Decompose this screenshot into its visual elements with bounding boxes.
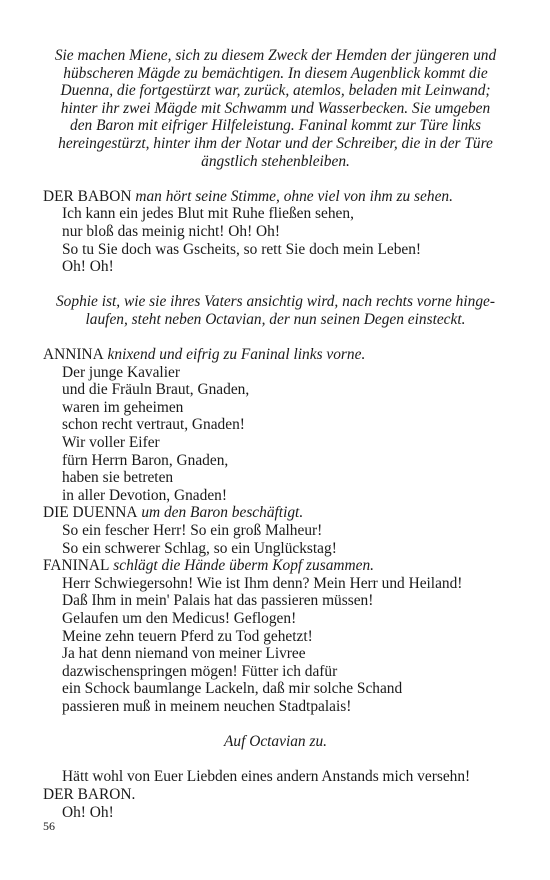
verse-line: nur bloß das meinig nicht! Oh! Oh! xyxy=(62,222,280,240)
stage-line: laufen, steht neben Octavian, der nun seinen Degen einsteckt. xyxy=(85,310,466,328)
verse-line: Der junge Kavalier xyxy=(62,363,180,381)
verse-line: dazwischenspringen mögen! Fütter ich dafür xyxy=(62,662,338,680)
speaker-name: DER BARON. xyxy=(43,785,136,803)
verse-line: Hätt wohl von Euer Liebden eines andern Anstands mich versehn! xyxy=(62,768,471,786)
page-number: 56 xyxy=(43,819,55,833)
duenna-speech xyxy=(43,504,508,557)
verse-line: fürn Herrn Baron, Gnaden, xyxy=(62,451,229,469)
stage-line: ängstlich stehenbleiben. xyxy=(201,152,350,170)
verse-line: So ein schwerer Schlag, so ein Unglückstag! xyxy=(62,539,337,557)
speaker-heading xyxy=(43,346,508,364)
speaker-direction: um den Baron beschäftigt. xyxy=(137,504,304,522)
verse-line: Daß Ihm in mein' Palais hat das passieren müssen! xyxy=(62,592,374,610)
speaker-name: ANNINA xyxy=(43,346,104,364)
stage-line: den Baron mit eifriger Hilfeleistung. Faninal kommt zur Türe links xyxy=(70,117,481,135)
speaker-direction: schlägt die Hände überm Kopf zusammen. xyxy=(109,557,375,575)
speaker-name: DIE DUENNA xyxy=(43,504,138,522)
verse-line: und die Fräuln Braut, Gnaden, xyxy=(62,381,250,399)
verse-line: Ja hat denn niemand von meiner Livree xyxy=(62,645,306,663)
stage-line: hereingestürzt, hinter ihm der Notar und der Schreiber, die in der Türe xyxy=(58,134,493,152)
verse-line: ein Schock baumlange Lackeln, daß mir solche Schand xyxy=(62,680,403,698)
speaker-name: FANINAL xyxy=(43,557,110,575)
stage-line: Sophie ist, wie sie ihres Vaters ansichtig wird, nach rechts vorne hinge- xyxy=(55,293,495,311)
verse-line: So tu Sie doch was Gscheits, so rett Sie doch mein Leben! xyxy=(62,240,422,258)
stage-direction xyxy=(43,47,508,170)
speaker-heading xyxy=(43,504,508,522)
stage-line: Duenna, die fortgestürzt war, zurück, atemlos, beladen mit Leinwand; xyxy=(60,82,491,100)
baron-speech xyxy=(43,188,508,276)
stage-line: Sie machen Miene, sich zu diesem Zweck der Hemden der jüngeren und xyxy=(54,47,497,64)
verse-line: Ich kann ein jedes Blut mit Ruhe fließen sehen, xyxy=(62,205,354,223)
verse-line: schon recht vertraut, Gnaden! xyxy=(62,416,245,434)
verse-line: Gelaufen um den Medicus! Geflogen! xyxy=(62,610,297,627)
speaker-heading xyxy=(43,188,508,206)
verse-line: So ein fescher Herr! So ein groß Malheur! xyxy=(62,522,323,540)
verse-line: waren im geheimen xyxy=(62,398,184,416)
stage-line: hinter ihr zwei Mägde mit Schwamm und Wasserbecken. Sie umgeben xyxy=(60,99,491,117)
baron-speech xyxy=(43,786,508,821)
stage-line: hübscheren Mägde zu bemächtigen. In diesem Augenblick kommt die xyxy=(63,64,488,82)
speaker-direction: knixend und eifrig zu Faninal links vorne. xyxy=(103,346,366,364)
aside-direction: Auf Octavian zu. xyxy=(223,733,327,751)
verse-line: Oh! Oh! xyxy=(62,803,114,821)
stage-direction xyxy=(43,293,508,328)
speaker-name: DER BABON xyxy=(43,187,132,205)
annina-speech xyxy=(43,346,508,504)
libretto-page xyxy=(43,47,508,821)
verse-line: passieren muß in meinem neuchen Stadtpalais! xyxy=(62,697,352,715)
verse-line: in aller Devotion, Gnaden! xyxy=(62,486,227,504)
speaker-direction: man hört seine Stimme, ohne viel von ihm zu sehen. xyxy=(131,187,453,205)
verse-line: Oh! Oh! xyxy=(62,258,114,276)
speaker-heading xyxy=(43,557,508,575)
speaker-heading xyxy=(43,786,508,804)
verse-line: Meine zehn teuern Pferd zu Tod gehetzt! xyxy=(62,627,313,645)
verse-line: Herr Schwiegersohn! Wie ist Ihm denn? Mein Herr und Heiland! xyxy=(62,574,463,592)
verse-line: haben sie betreten xyxy=(62,469,174,487)
faninal-speech xyxy=(43,557,508,786)
verse-line: Wir voller Eifer xyxy=(62,434,160,452)
